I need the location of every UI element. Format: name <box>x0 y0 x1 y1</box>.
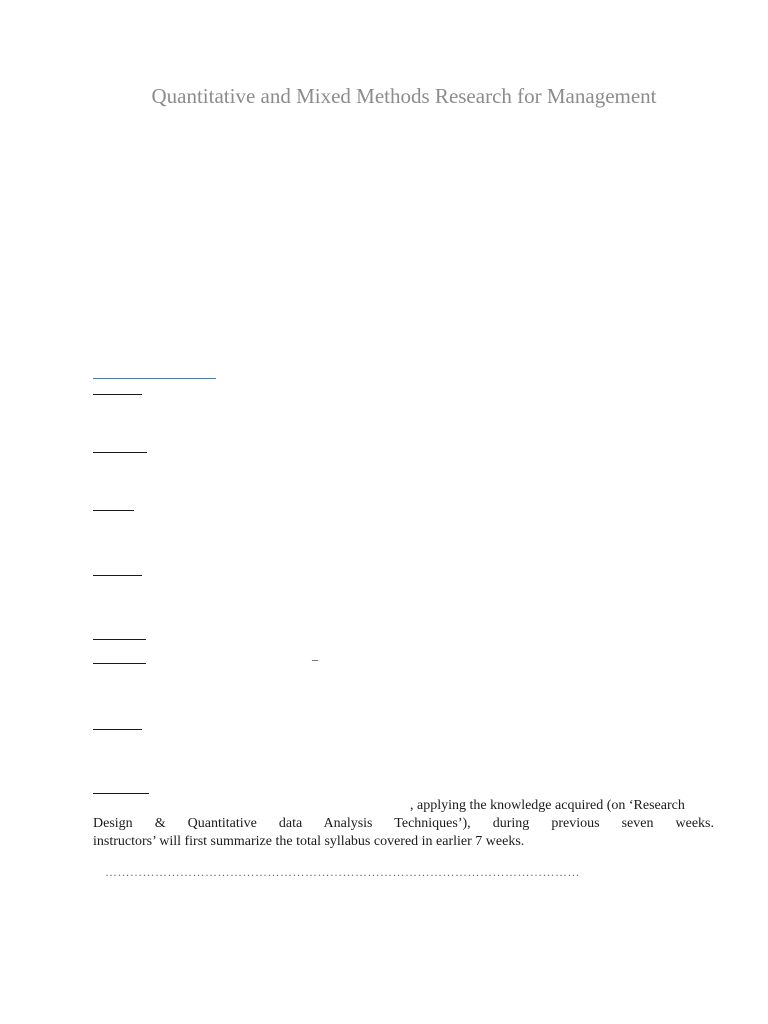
page-title: Quantitative and Mixed Methods Research for Management <box>151 84 657 108</box>
heading-underline <box>93 452 147 453</box>
heading-underline <box>93 793 149 794</box>
heading-underline <box>93 575 142 576</box>
body-text-line: Design & Quantitative data Analysis Techniques’), during previous seven weeks. <box>93 816 714 831</box>
heading-underline <box>93 663 146 664</box>
dash-mark: _ <box>312 648 318 662</box>
heading-underline <box>93 510 134 511</box>
body-text-line: , applying the knowledge acquired (on ‘Research <box>410 798 685 813</box>
heading-underline <box>93 729 142 730</box>
body-text-line: instructors’ will first summarize the total syllabus covered in earlier 7 weeks. <box>93 834 525 849</box>
heading-underline <box>93 394 142 395</box>
heading-underline <box>93 639 146 640</box>
link-underline[interactable] <box>93 378 216 379</box>
dotted-separator: …………………………………………………………………………………………………… <box>105 865 580 879</box>
